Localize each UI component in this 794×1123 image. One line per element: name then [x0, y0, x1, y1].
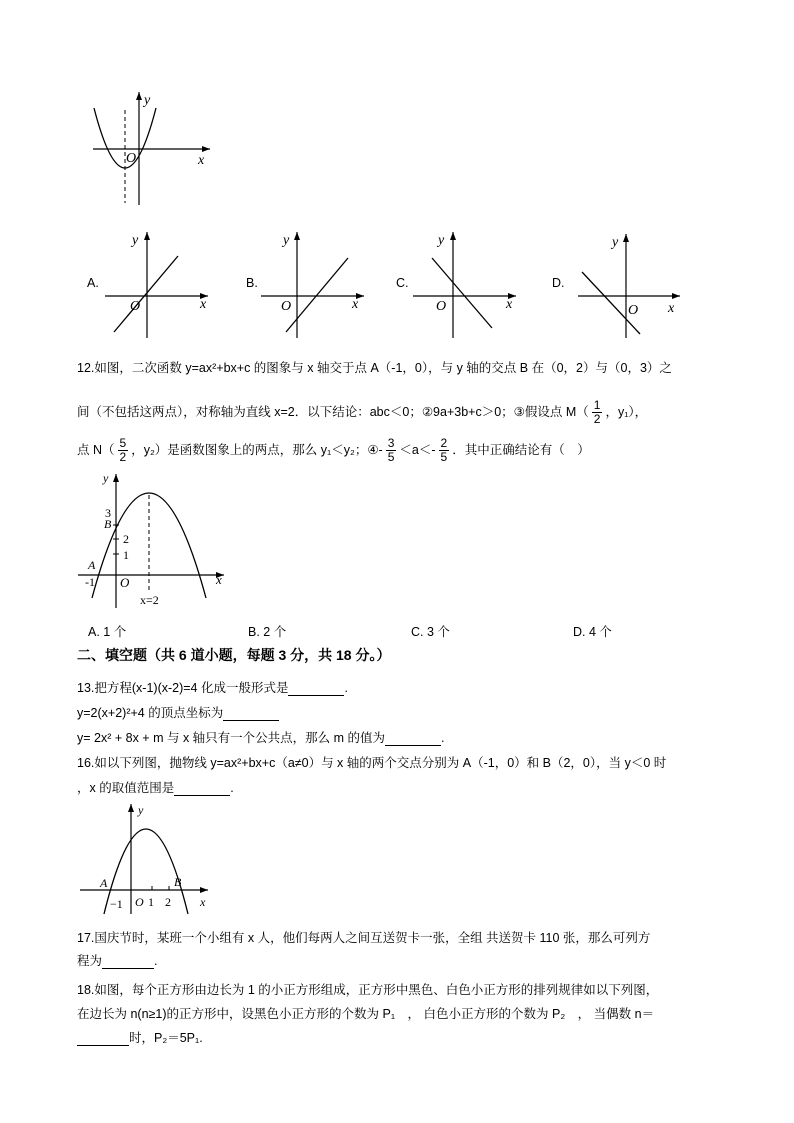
q12-tick-2: 2	[123, 532, 129, 546]
q18-line-3	[77, 1030, 203, 1046]
q12-point-a-label: A	[88, 558, 96, 572]
q12-tick-1: 1	[123, 548, 129, 562]
q14-line	[77, 705, 279, 721]
q16-origin-label: O	[135, 895, 144, 909]
q12-y-label: y	[103, 471, 109, 485]
q18-answer-blank[interactable]	[77, 1033, 129, 1046]
q12-option-c: C. 3 个	[411, 625, 450, 639]
q16-point-b-label: B	[174, 875, 182, 889]
q11b-y-label: y	[283, 233, 290, 248]
q12-tick-minus1: -1	[85, 575, 95, 589]
q15-line	[77, 730, 445, 746]
q16-tick-2: 2	[165, 895, 171, 909]
q12-line-3-text-a: 点 N（	[77, 443, 115, 457]
q16-answer-blank[interactable]	[174, 783, 230, 796]
q12-option-a: A. 1 个	[88, 625, 127, 639]
q12-frac1-num: 1	[593, 397, 601, 412]
q15-answer-blank[interactable]	[385, 733, 441, 746]
q12-fraction-three-fifths	[386, 437, 397, 464]
q15-end: .	[441, 731, 445, 745]
q11b-x-label: x	[352, 297, 359, 312]
q11d-origin-label: O	[628, 303, 639, 318]
q12-option-b: B. 2 个	[248, 625, 287, 639]
q14-text: y=2(x+2)²+4 的顶点坐标为	[77, 706, 224, 720]
q12-frac2-den: 2	[119, 449, 127, 464]
q12-parabola-graph	[76, 470, 236, 610]
q18-line-1: 18.如图，每个正方形由边长为 1 的小正方形组成，正方形中黑色、白色小正方形的排列规律如以下列图，	[77, 983, 659, 997]
q15-text: y= 2x² + 8x + m 与 x 轴只有一个公共点，那么 m 的值为	[77, 731, 386, 745]
q11-option-b-graph	[256, 228, 371, 340]
q11d-y-label: y	[612, 235, 619, 250]
q11c-x-label: x	[506, 297, 513, 312]
q11-option-b-label: B.	[246, 276, 258, 290]
q11-option-c-graph	[408, 228, 523, 340]
q14-answer-blank[interactable]	[223, 708, 279, 721]
q12-axis-label: x=2	[140, 593, 159, 607]
q11b-origin-label: O	[281, 299, 292, 314]
q16-end: .	[230, 781, 234, 795]
q16-line-2	[77, 780, 234, 796]
q13-line	[77, 680, 348, 696]
q13-end: .	[344, 681, 348, 695]
q12-line-3	[77, 436, 590, 464]
q11-option-a-label: A.	[87, 276, 99, 290]
q12-tick-3: 3	[105, 506, 111, 520]
q12-x-label: x	[216, 572, 222, 587]
section-2-heading: 二、填空题（共 6 道小题，每题 3 分，共 18 分。）	[77, 647, 391, 663]
q12-point-b-label: B	[104, 517, 112, 531]
q16-line-1: 16.如以下列图，抛物线 y=ax²+bx+c（a≠0）与 x 轴的两个交点分别为 A（-1，0）和 B（2，0），当 y＜0 时	[77, 756, 667, 770]
q11-option-d-label: D.	[552, 276, 565, 290]
q12-frac4-den: 5	[440, 449, 448, 464]
q11-option-a-graph	[100, 228, 215, 340]
q17-text: 程为	[77, 954, 103, 968]
q17-line-2	[77, 953, 158, 969]
q16-x-label: x	[200, 895, 206, 909]
q17-end: .	[154, 954, 158, 968]
q16-tick-minus1: −1	[110, 897, 123, 911]
q11-option-d-graph	[570, 228, 685, 340]
q11-y-label: y	[144, 93, 151, 108]
q12-frac2-num: 5	[119, 435, 127, 450]
q12-line-3-text-d: ．其中正确结论有（ ）	[452, 443, 590, 457]
q16-tick-1: 1	[148, 895, 154, 909]
q11-x-label: x	[198, 153, 205, 168]
q11-option-c-label: C.	[396, 276, 409, 290]
q16-point-a-label: A	[100, 876, 108, 890]
q11-origin-label: O	[126, 151, 137, 166]
q13-text: 13.把方程(x-1)(x-2)=4 化成一般形式是	[77, 681, 289, 695]
q13-answer-blank[interactable]	[288, 683, 344, 696]
q12-frac1-den: 2	[593, 411, 601, 426]
q11-parabola-graph	[88, 88, 218, 208]
q16-text: ，x 的取值范围是	[77, 781, 175, 795]
q16-parabola-graph	[78, 800, 218, 916]
q12-fraction-five-halves	[118, 437, 129, 464]
q11a-x-label: x	[200, 297, 207, 312]
q18-line-2: 在边长为 n(n≥1)的正方形中，设黑色小正方形的个数为 P₁ ， 白色小正方形的个数为 P₂ ， 当偶数 n＝	[77, 1007, 655, 1021]
q11a-origin-label: O	[130, 299, 141, 314]
q12-line-3-text-c: ＜a＜-	[399, 443, 436, 457]
q11c-y-label: y	[438, 233, 445, 248]
q11d-x-label: x	[668, 301, 675, 316]
q12-line-2-text-a: 间（不包括这两点），对称轴为直线 x=2．以下结论：abc＜0；②9a+3b+c＞0；③假设点 M（	[77, 405, 589, 419]
q12-frac3-den: 5	[387, 449, 395, 464]
q12-line-3-text-b: ，y₂）是函数图象上的两点，那么 y₁＜y₂；④-	[131, 443, 383, 457]
q12-line-1: 12.如图，二次函数 y=ax²+bx+c 的图象与 x 轴交于点 A（-1，0），与 y 轴的交点 B 在（0，2）与（0，3）之	[77, 361, 672, 375]
q16-y-label: y	[138, 803, 144, 817]
q12-frac4-num: 2	[440, 435, 448, 450]
q12-line-2	[77, 398, 647, 426]
q12-origin-label: O	[120, 575, 130, 590]
q17-line-1: 17.国庆节时，某班一个小组有 x 人，他们每两人之间互送贺卡一张，全组 共送贺卡 110 张，那么可列方	[77, 931, 651, 945]
q18-text: 时，P₂＝5P₁.	[129, 1031, 203, 1045]
q12-option-d: D. 4 个	[573, 625, 612, 639]
q11a-y-label: y	[132, 233, 139, 248]
q12-fraction-half	[592, 399, 603, 426]
q11c-origin-label: O	[436, 299, 447, 314]
q17-answer-blank[interactable]	[102, 956, 154, 969]
q12-frac3-num: 3	[387, 435, 395, 450]
q12-fraction-two-fifths	[439, 437, 450, 464]
q12-line-2-text-b: ，y₁），	[605, 405, 648, 419]
